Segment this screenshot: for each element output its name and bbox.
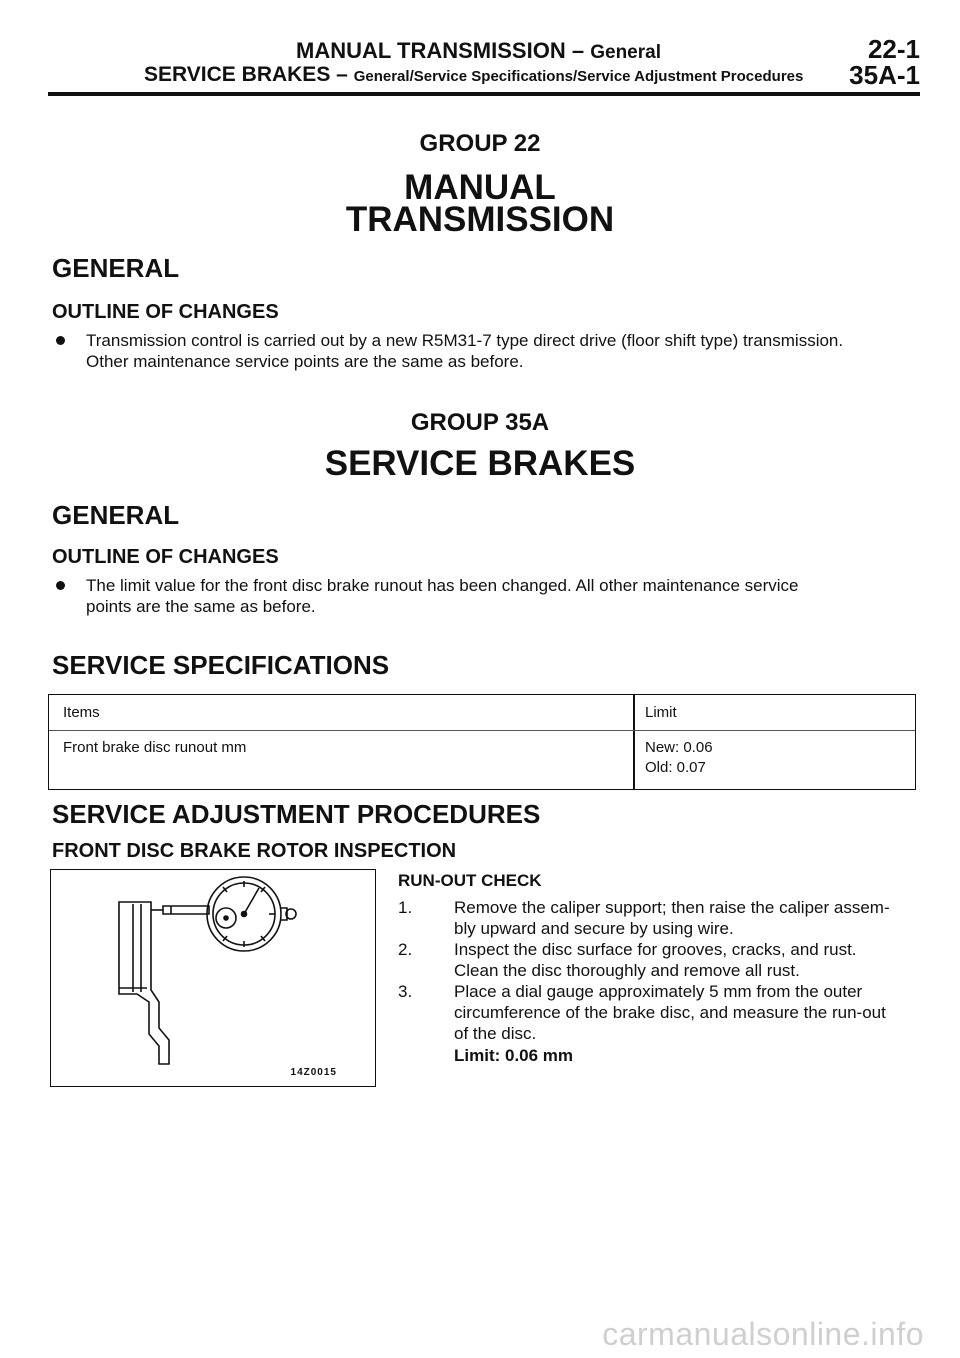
header-dash: – <box>336 63 348 86</box>
header-section-title: MANUAL TRANSMISSION <box>296 38 566 63</box>
table-divider <box>49 730 915 731</box>
rotor-inspection-heading: FRONT DISC BRAKE ROTOR INSPECTION <box>52 840 457 862</box>
header-title-1 <box>296 38 661 64</box>
step-text <box>454 981 916 1044</box>
step-text-line: Place a dial gauge approximately 5 mm from the outer <box>454 982 863 1001</box>
service-specifications-heading: SERVICE SPECIFICATIONS <box>52 650 390 680</box>
step-text-line: Inspect the disc surface for grooves, cracks, and rust. <box>454 940 857 959</box>
group-22-general-heading: GENERAL <box>52 253 180 283</box>
header-rule <box>48 92 920 96</box>
service-adjustment-heading: SERVICE ADJUSTMENT PROCEDURES <box>52 799 541 829</box>
bullet-text <box>86 575 916 617</box>
group-22-title-line-2: TRANSMISSION <box>345 200 615 239</box>
step-text-line: bly upward and secure by using wire. <box>454 919 734 938</box>
step-text-line: Clean the disc thoroughly and remove all rust. <box>454 961 800 980</box>
step-text-line: circumference of the brake disc, and measure the run-out <box>454 1003 886 1022</box>
header-dash: – <box>571 38 585 63</box>
page-number-35a: 35A-1 <box>849 60 920 90</box>
table-header-items: Items <box>63 704 100 721</box>
bullet-text <box>86 330 916 372</box>
group-22-outline-heading: OUTLINE OF CHANGES <box>52 301 279 323</box>
watermark: carmanualsonline.info <box>602 1316 924 1352</box>
bullet-text-line: Transmission control is carried out by a new R5M31-7 type direct drive (floor shift type) transmission. <box>86 331 844 350</box>
bullet-icon <box>56 336 65 345</box>
group-35a-general-heading: GENERAL <box>52 500 180 530</box>
header-section-sub: General/Service Specifications/Service Adjustment Procedures <box>353 68 804 85</box>
runout-limit: Limit: 0.06 mm <box>454 1046 574 1065</box>
runout-check-title: RUN-OUT CHECK <box>398 871 542 890</box>
step-text <box>454 939 916 981</box>
table-header-limit: Limit <box>645 704 677 721</box>
step-number: 1. <box>398 898 413 917</box>
figure-code: 14Z0015 <box>290 1067 337 1078</box>
step-text <box>454 897 916 939</box>
bullet-text-line: Other maintenance service points are the same as before. <box>86 352 524 371</box>
table-cell-item: Front brake disc runout mm <box>63 739 247 756</box>
header-title-2 <box>144 63 803 87</box>
group-22-title-line-1: MANUAL <box>404 168 556 207</box>
step-text-line: of the disc. <box>454 1024 537 1043</box>
bullet-icon <box>56 581 65 590</box>
table-cell-limit-old: Old: 0.07 <box>645 759 706 776</box>
header-section-title: SERVICE BRAKES <box>144 63 331 86</box>
dial-gauge-illustration <box>51 870 374 1085</box>
runout-check-procedure <box>398 870 918 1042</box>
group-35a-outline-heading: OUTLINE OF CHANGES <box>52 546 279 568</box>
bullet-text-line: The limit value for the front disc brake runout has been changed. All other maintenance service <box>86 576 799 595</box>
step-number: 2. <box>398 940 413 959</box>
group-35a-label: GROUP 35A <box>410 409 550 436</box>
specifications-table <box>48 694 916 790</box>
group-35a-title: SERVICE BRAKES <box>324 444 636 483</box>
table-divider <box>633 695 635 789</box>
step-text-line: Remove the caliper support; then raise the caliper assem- <box>454 898 890 917</box>
dial-gauge-figure <box>50 869 376 1087</box>
step-number: 3. <box>398 982 413 1001</box>
table-cell-limit-new: New: 0.06 <box>645 739 713 756</box>
bullet-text-line: points are the same as before. <box>86 597 316 616</box>
page-number-22: 22-1 <box>867 34 920 64</box>
header-section-sub: General <box>590 42 661 63</box>
group-22-label: GROUP 22 <box>419 130 541 157</box>
